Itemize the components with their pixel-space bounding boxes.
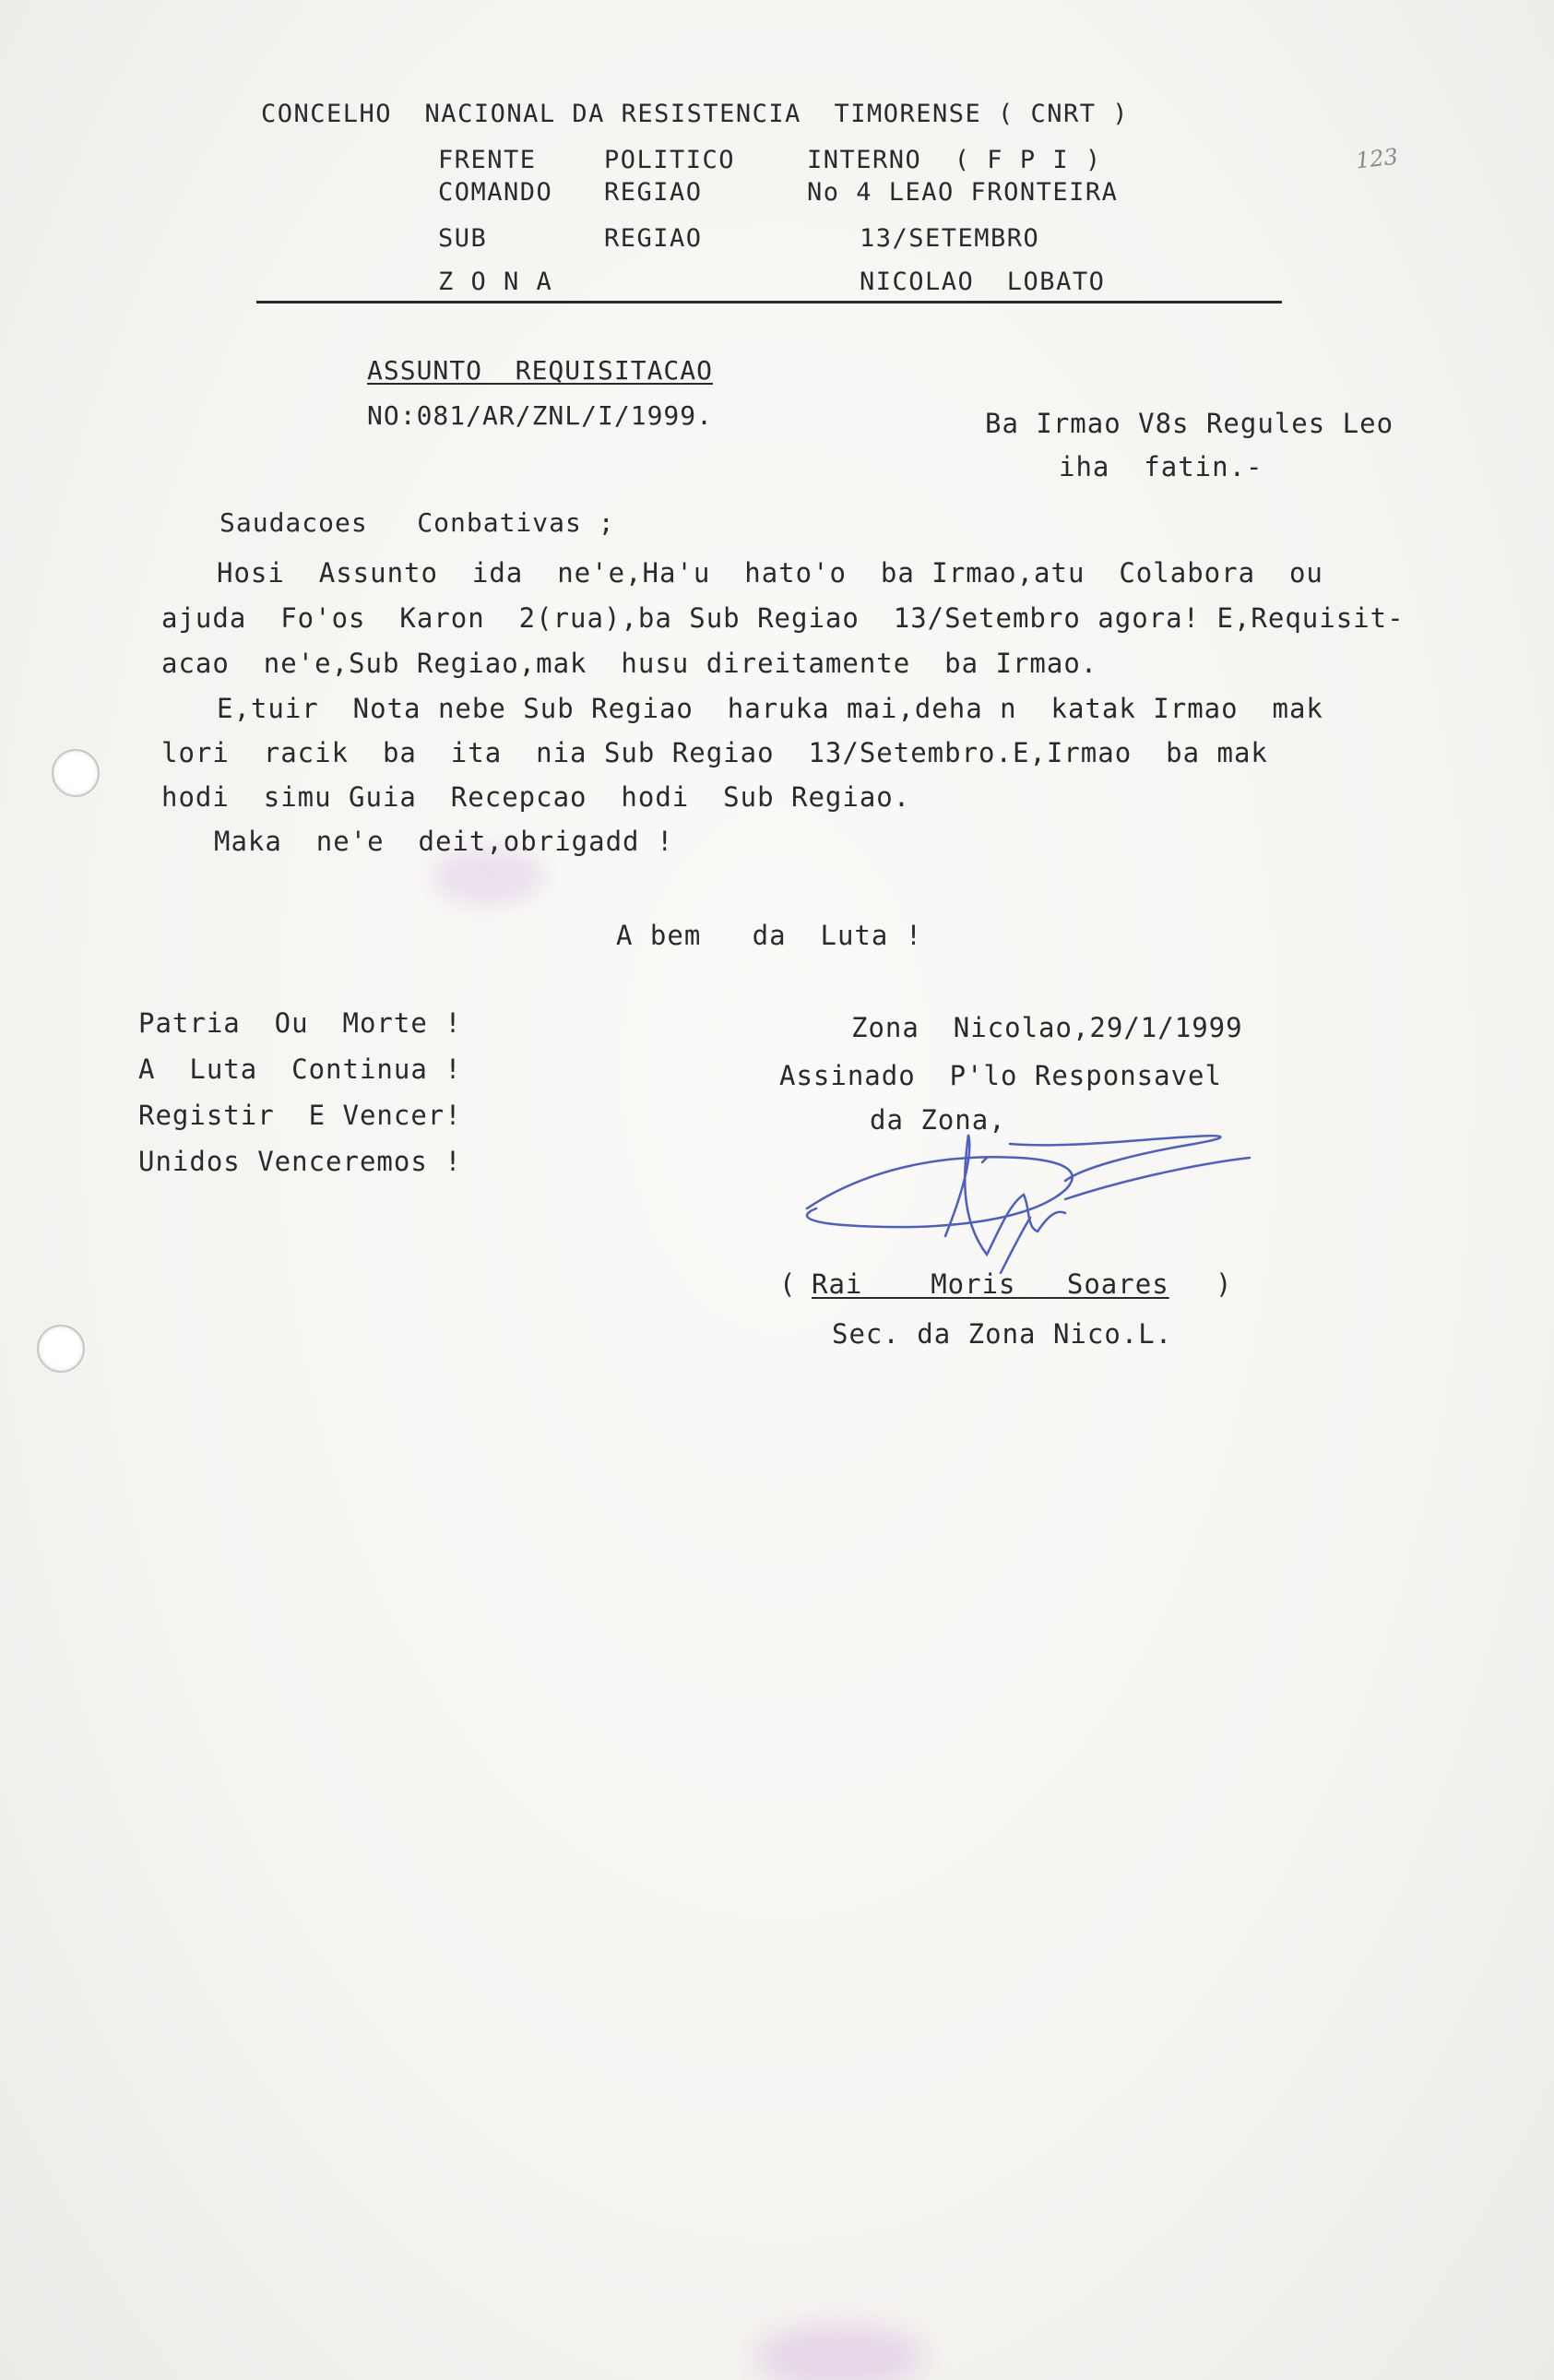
greeting: Saudacoes Conbativas ; bbox=[219, 507, 615, 538]
body-line: acao ne'e,Sub Regiao,mak husu direitamente ba Irmao. bbox=[161, 648, 1098, 679]
purple-stain-bottom bbox=[756, 2325, 922, 2380]
body-line: hodi simu Guia Recepcao hodi Sub Regiao. bbox=[161, 781, 911, 813]
margin-note: 123 bbox=[1354, 143, 1400, 174]
signatory-name: Rai Moris Soares bbox=[812, 1268, 1169, 1300]
body-line: Maka ne'e deit,obrigadd ! bbox=[214, 826, 674, 857]
header-sub: SUB bbox=[438, 224, 488, 253]
header-nicolao-lobato: NICOLAO LOBATO bbox=[860, 268, 1106, 296]
header-organization: CONCELHO NACIONAL DA RESISTENCIA TIMORENSE ( CNRT ) bbox=[261, 100, 1130, 128]
body-line: E,tuir Nota nebe Sub Regiao haruka mai,deha n katak Irmao mak bbox=[217, 693, 1323, 724]
name-close-paren: ) bbox=[1216, 1268, 1233, 1300]
header-leao-fronteira: No 4 LEAO FRONTEIRA bbox=[807, 178, 1119, 207]
slogan: A Luta Continua ! bbox=[138, 1053, 462, 1085]
signed-zone: da Zona, bbox=[870, 1104, 1006, 1136]
place-date: Zona Nicolao,29/1/1999 bbox=[851, 1012, 1243, 1043]
header-rule bbox=[256, 301, 1282, 303]
signatory-title: Sec. da Zona Nico.L. bbox=[832, 1318, 1173, 1350]
closing-salutation: A bem da Luta ! bbox=[616, 920, 923, 951]
subject-number: NO:081/AR/ZNL/I/1999. bbox=[367, 400, 714, 431]
purple-stain bbox=[433, 849, 544, 904]
header-zona: Z O N A bbox=[438, 268, 553, 296]
header-setembro: 13/SETEMBRO bbox=[860, 224, 1040, 253]
header-politico: POLITICO bbox=[604, 146, 736, 174]
body-line: Hosi Assunto ida ne'e,Ha'u hato'o ba Irmao,atu Colabora ou bbox=[217, 557, 1323, 589]
slogan: Unidos Venceremos ! bbox=[138, 1146, 462, 1177]
header-regiao: REGIAO bbox=[604, 178, 703, 207]
signed-by: Assinado P'lo Responsavel bbox=[779, 1060, 1222, 1091]
recipient-line-1: Ba Irmao V8s Regules Leo bbox=[985, 408, 1394, 439]
name-open-paren: ( bbox=[779, 1268, 797, 1300]
header-sub-regiao: REGIAO bbox=[604, 224, 703, 253]
slogan: Registir E Vencer! bbox=[138, 1100, 462, 1131]
punch-hole-upper bbox=[52, 749, 100, 797]
header-frente: FRENTE bbox=[438, 146, 537, 174]
slogan: Patria Ou Morte ! bbox=[138, 1007, 462, 1039]
body-line: lori racik ba ita nia Sub Regiao 13/Setembro.E,Irmao ba mak bbox=[161, 737, 1268, 768]
header-interno: INTERNO ( F P I ) bbox=[807, 146, 1102, 174]
body-line: ajuda Fo'os Karon 2(rua),ba Sub Regiao 13/Setembro agora! E,Requisit- bbox=[161, 602, 1405, 634]
subject-label: ASSUNTO REQUISITACAO bbox=[367, 355, 714, 386]
recipient-line-2: iha fatin.- bbox=[1059, 451, 1263, 482]
punch-hole-lower bbox=[37, 1325, 85, 1373]
header-comando: COMANDO bbox=[438, 178, 553, 207]
